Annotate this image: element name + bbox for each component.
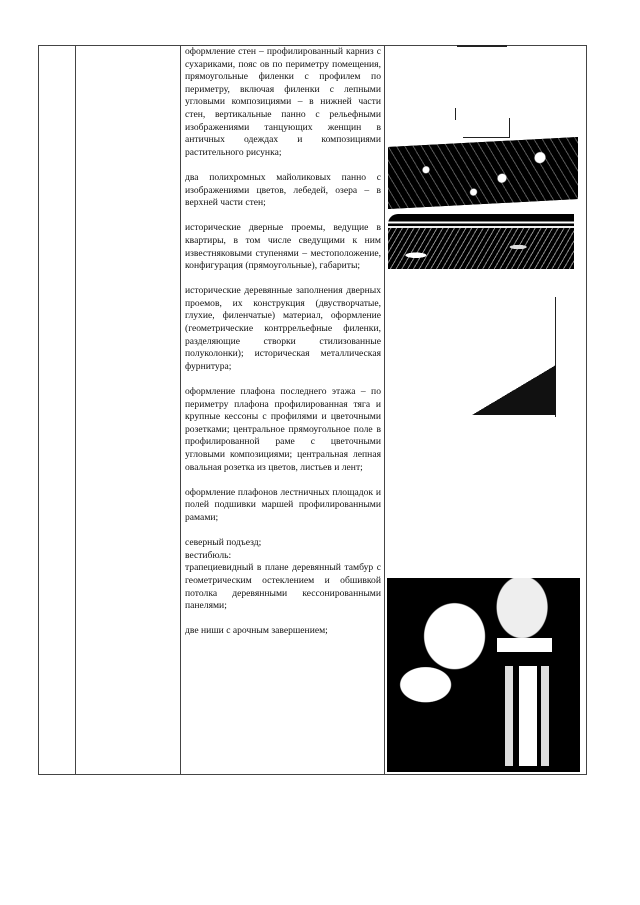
photo-majolica-panel [388, 137, 578, 209]
paragraph-doors: исторические деревянные заполнения дверных проемов, их конструкция (двустворчатые, глухие, филенчатые) материал, оформление (геометрические контррельефные филенки, разделяющие створки стилизованные полуколонки); историческая металлическая фурнитура; [185, 285, 381, 372]
column-divider [75, 46, 76, 774]
column-divider [180, 46, 181, 774]
paragraph-walls: оформление стен – профилированный карниз с сухариками, пояс ов по периметру помещения, прямоугольные филенки с профилем по периметру, включая филенки с лепными угловыми композициями – в нижней части стен, вертикальные панно с рельефными изображениями танцующих женщин в античных одеждах и композициями растительного рисунка; [185, 46, 381, 158]
photo-vestibule-detail [387, 578, 580, 772]
column-divider [384, 46, 385, 774]
photo-ceiling-frieze [388, 214, 574, 269]
paragraph-majolica: два полихромных майоликовых панно с изображениями цветов, лебедей, озера – в верхней части стен; [185, 171, 381, 209]
paragraph-ceiling: оформление плафона последнего этажа – по периметру плафона профилированная тяга и крупные кессоны с профилями и цветочными розетками; центральное прямоугольное поле в профилированной раме с цветочными угловыми композициями; центральная лепная овальная розетка из цветов, листьев и лент; [185, 386, 381, 473]
paragraph-doorways: исторические дверные проемы, ведущие в квартиры, в том числе сведущими к ним известняковыми ступенями – местоположение, конфигурация (прямоугольные), габариты; [185, 222, 381, 272]
vestibule-heading: вестибюль: [185, 549, 232, 561]
paragraph-landings: оформление плафонов лестничных площадок и полей подшивки маршей профилированными рамами; [185, 486, 381, 523]
paragraph-tambour: трапециевидный в плане деревянный тамбур с геометрическим остеклением и обшивкой потолка деревянными кессонированными панелями; [185, 562, 381, 612]
paragraph-niches: две ниши с арочным завершением; [185, 625, 328, 637]
description-cell [185, 46, 381, 651]
north-entrance-heading: северный подъезд; [185, 537, 262, 549]
